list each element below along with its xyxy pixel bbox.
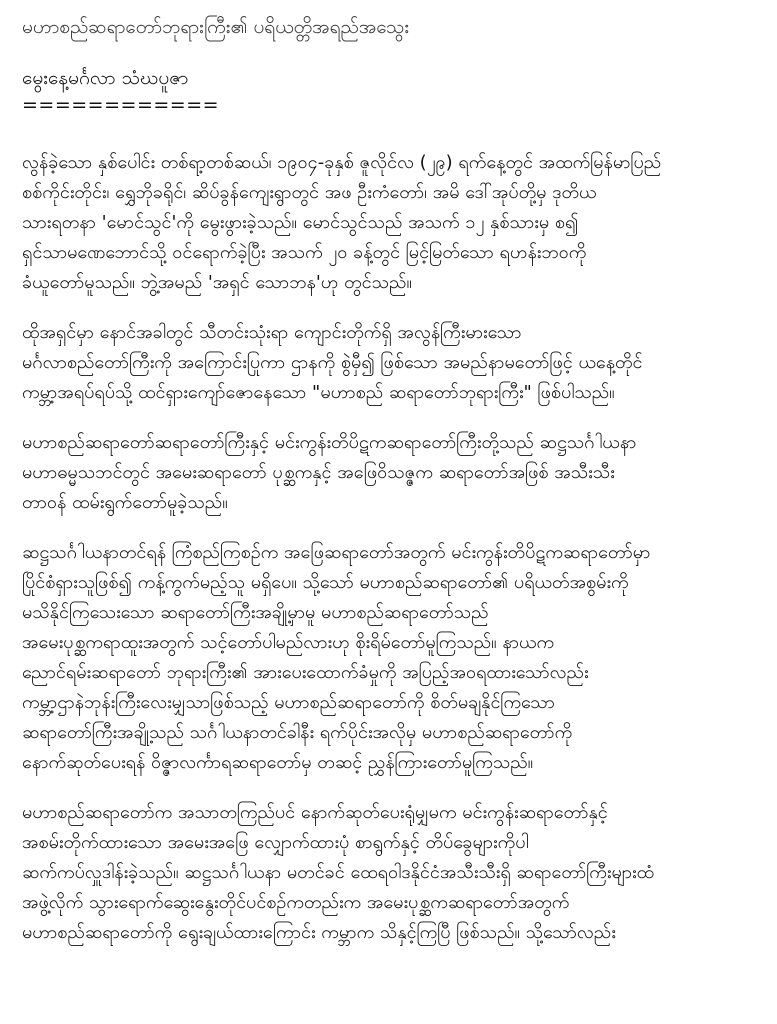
text-line: သားရတနာ 'မောင်သွင်'ကို မွေးဖွားခဲ့သည်။ မောင်သွင်သည် အသက် ၁၂ နှစ်သားမှ စ၍ [22, 212, 579, 233]
paragraph [22, 798, 757, 948]
text-line: အစမ်းတိုက်ထားသော အမေးအဖြေ လျှောက်ထားပုံ စာရွက်နှင့် တိပ်ခွေများကိုပါ [22, 832, 529, 853]
document-body [22, 148, 757, 948]
text-line: အဖွဲ့လိုက် သွားရောက်ဆွေးနွေးတိုင်ပင်စဉ်ကတည်းက အမေးပုစ္ဆကဆရာတော်အတွက် [22, 892, 570, 913]
paragraph [22, 318, 757, 408]
text-line: ဆဋ္ဌသင်္ဂါယနာတင်ရန် ကြံစည်ကြစဉ်က အဖြေဆရာတော်အတွက် မင်းကွန်းတိပိဋကဆရာတော်မှာ [22, 542, 651, 563]
text-line: မဟာစည်ဆရာတော်ဆရာတော်ကြီးနှင့် မင်းကွန်းတိပိဋကဆရာတော်ကြီးတို့သည် ဆဋ္ဌသင်္ဂါယနာ [22, 432, 637, 453]
text-line: အမေးပုစ္ဆကရာထူးအတွက် သင့်တော်ပါမည်လားဟု စိုးရိမ်တော်မူကြသည်။ နာယက [22, 632, 555, 653]
paragraph [22, 148, 757, 298]
byline: မွေးနေ့မင်္ဂလာ သံဃပူဇာ [22, 67, 189, 89]
text-line: ကမ္ဘာ့အရပ်ရပ်သို့ ထင်ရှားကျော်ဇောနေသော "မဟာစည် ဆရာတော်ဘုရားကြီး" ဖြစ်ပါသည်။ [22, 382, 615, 403]
text-line: ပြိုင်စံရှားသူဖြစ်၍ ကန့်ကွက်မည့်သူ မရှိပေ။ သို့သော် မဟာစည်ဆရာတော်၏ ပရိယတ်အစွမ်းကို [22, 572, 629, 593]
text-line: ရှင်သာမဏေဘောင်သို့ ဝင်ရောက်ခဲ့ပြီး အသက် ၂၀ ခန့်တွင် မြင့်မြတ်သော ရဟန်းဘဝကို [22, 242, 587, 263]
text-line: မင်္ဂလာစည်တော်ကြီးကို အကြောင်းပြုကာ ဌာနကို စွဲမှီ၍ ဖြစ်သော အမည်နာမတော်ဖြင့် ယနေ့တိုင် [22, 352, 643, 373]
text-line: စစ်ကိုင်းတိုင်း၊ ရွှေဘိုခရိုင်၊ ဆိပ်ခွန်ကျေးရွာတွင် အဖ ဦးကံတော်၊ အမိ ဒေါ်အုပ်တို့မှ ဒုတိယ [22, 182, 597, 203]
heading-underline: ============ [22, 94, 220, 116]
text-line: မဟာဓမ္မသဘင်တွင် အမေးဆရာတော် ပုစ္ဆကနှင့် အဖြေဝိသဇ္ဇက ဆရာတော်အဖြစ် အသီးသီး [22, 462, 615, 483]
text-line: ခံယူတော်မူသည်။ ဘွဲ့အမည် 'အရှင် သောဘန'ဟု တွင်သည်။ [22, 272, 412, 293]
text-line: ဆက်ကပ်လှူဒါန်းခဲ့သည်။ ဆဋ္ဌသင်္ဂါယနာ မတင်ခင် ထေရဝါဒနိုင်ငံအသီးသီးရှိ ဆရာတော်ကြီးများထံ [22, 862, 654, 883]
text-line: ညောင်ရမ်းဆရာတော် ဘုရားကြီး၏ အားပေးထောက်ခံမှုကို အပြည့်အဝရထားသော်လည်း [22, 662, 589, 683]
text-line: မဟာစည်ဆရာတော်က အသာတကြည်ပင် နောက်ဆုတ်ပေးရုံမျှမက မင်းကွန်းဆရာတော်နှင့် [22, 802, 608, 823]
paragraph [22, 538, 757, 778]
paragraph [22, 428, 757, 518]
text-line: မသိနိုင်ကြသေးသော ဆရာတော်ကြီးအချို့မှာမူ မဟာစည်ဆရာတော်သည် [22, 602, 489, 623]
text-line: ထိုအရှင်မှာ နောင်အခါတွင် သီတင်းသုံးရာ ကျောင်းတိုက်ရှိ အလွန်ကြီးမားသော [22, 322, 522, 343]
text-line: နောက်ဆုတ်ပေးရန် ဝိဇ္ဇာလင်္ကာရဆရာတော်မှ တဆင့် ညွှန်ကြားတော်မူကြသည်။ [22, 752, 534, 773]
text-line: တာဝန် ထမ်းရွက်တော်မူခဲ့သည်။ [22, 492, 228, 513]
document-title: မဟာစည်ဆရာတော်ဘုရားကြီး၏ ပရိယတ္တိအရည်အသွေး [22, 16, 410, 38]
text-line: မဟာစည်ဆရာတော်ကို ရွေးချယ်ထားကြောင်း ကမ္ဘာက သိနှင့်ကြပြီ ဖြစ်သည်။ သို့သော်လည်း [22, 922, 616, 943]
text-line: ဆရာတော်ကြီးအချို့သည် သင်္ဂါယနာတင်ခါနီး ရက်ပိုင်းအလိုမှ မဟာစည်ဆရာတော်ကို [22, 722, 573, 743]
text-line: ကမ္ဘာ့ဌာနဲဘုန်းကြီးလေးမျှသာဖြစ်သည့် မဟာစည်ဆရာတော်ကို စိတ်မချနိုင်ကြသော [22, 692, 555, 713]
text-line: လွန်ခဲ့သော နှစ်ပေါင်း တစ်ရာ့တစ်ဆယ်၊ ၁၉၀၄-ခုနှစ် ဇူလိုင်လ (၂၉) ရက်နေ့တွင် အထက်မြန်မာပြည် [22, 152, 662, 173]
